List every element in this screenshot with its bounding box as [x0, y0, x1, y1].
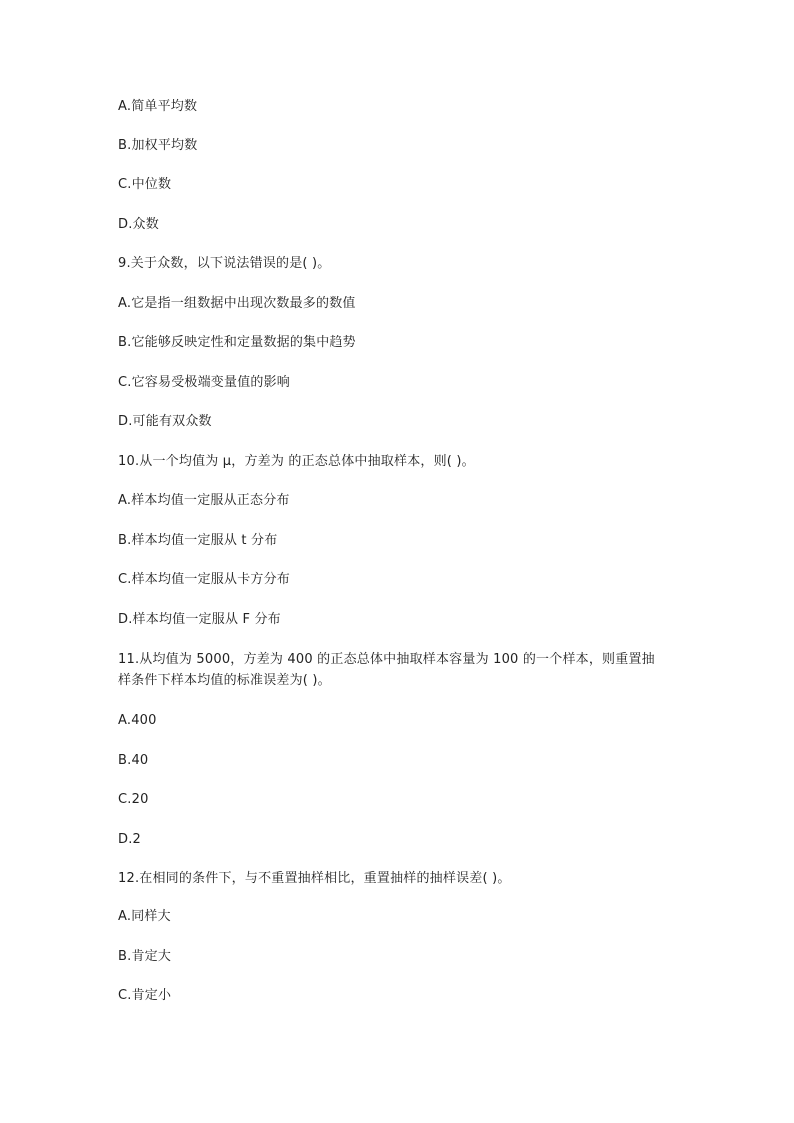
- option-d-q8: D.众数: [118, 217, 159, 232]
- question-11-line-2: 样条件下样本均值的标准误差为( )。: [118, 673, 331, 688]
- question-11-line-1: 11.从均值为 5000，方差为 400 的正态总体中抽取样本容量为 100 的一个样本，则重置抽: [118, 652, 655, 667]
- question-10: 10.从一个均值为 μ，方差为 的正态总体中抽取样本，则( )。: [118, 454, 475, 469]
- option-c-q11: C.20: [118, 792, 149, 807]
- option-b-q12: B.肯定大: [118, 949, 172, 964]
- option-d-q11: D.2: [118, 832, 142, 847]
- option-a-q8: A.简单平均数: [118, 99, 198, 114]
- option-b-q10: B.样本均值一定服从 t 分布: [118, 533, 278, 548]
- option-a-q12: A.同样大: [118, 909, 171, 924]
- option-b-q8: B.加权平均数: [118, 138, 198, 153]
- option-c-q9: C.它容易受极端变量值的影响: [118, 375, 291, 390]
- option-c-q12: C.肯定小: [118, 988, 172, 1003]
- option-d-q9: D.可能有双众数: [118, 414, 212, 429]
- option-b-q9: B.它能够反映定性和定量数据的集中趋势: [118, 335, 356, 350]
- option-c-q8: C.中位数: [118, 177, 172, 192]
- option-b-q11: B.40: [118, 753, 149, 768]
- option-c-q10: C.样本均值一定服从卡方分布: [118, 572, 291, 587]
- option-d-q10: D.样本均值一定服从 F 分布: [118, 612, 281, 627]
- question-9: 9.关于众数，以下说法错误的是( )。: [118, 256, 331, 271]
- question-12: 12.在相同的条件下，与不重置抽样相比，重置抽样的抽样误差( )。: [118, 871, 511, 886]
- option-a-q11: A.400: [118, 713, 157, 728]
- option-a-q9: A.它是指一组数据中出现次数最多的数值: [118, 296, 356, 311]
- option-a-q10: A.样本均值一定服从正态分布: [118, 493, 290, 508]
